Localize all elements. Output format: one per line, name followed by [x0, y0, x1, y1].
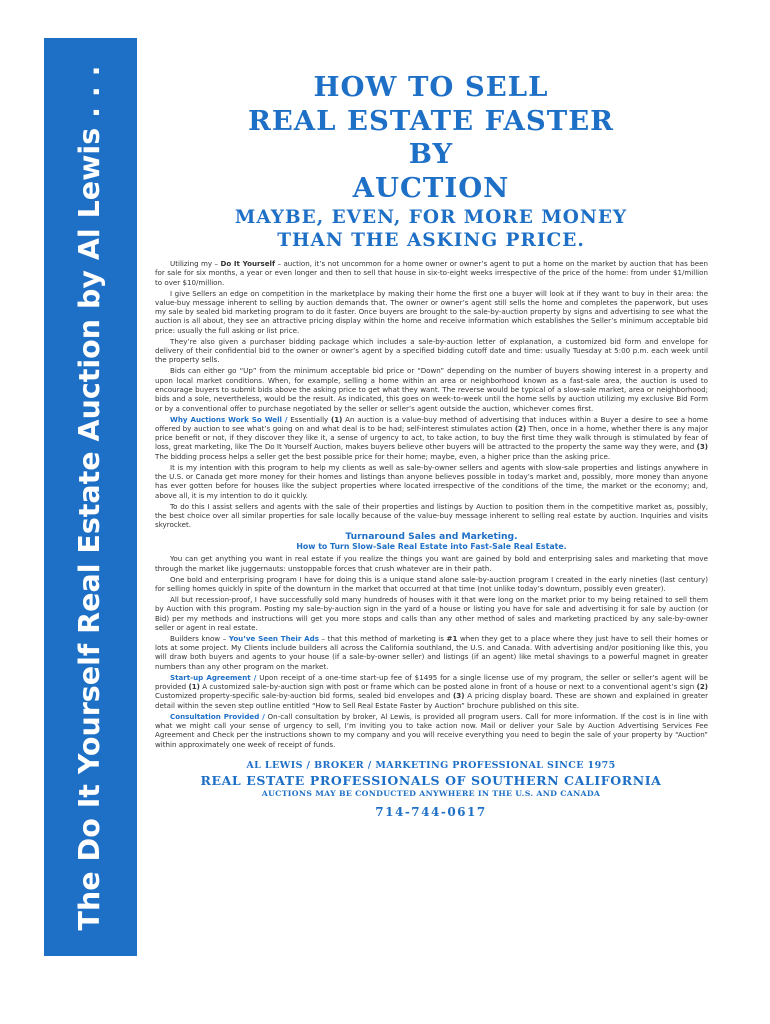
emphasis-text: You’ve Seen Their Ads [228, 633, 319, 643]
list-number: (3) [453, 691, 465, 701]
paragraph-why-auctions [155, 415, 708, 461]
text-run: Builders know – [170, 633, 229, 643]
paragraph: I give Sellers an edge on competition in the marketplace by making their home the first one a buyer will look at if they want to buy in their area: the value-buy message inherent to selling by auction demands that. The owner or owner’s agent still sells the home and completes the paperwork, but uses my sale by sealed bid marketing program to do it faster. Once buyers are brought to the sale-by-auction property by signs and advertising to see what the auction is all about, they see an attractive pricing display within the home and receive information which establishes the Seller’s minimum acceptable bid price: usually the full asking or list price. [155, 288, 708, 335]
text-run: An auction is a value-buy method of advertising that induces within a Buyer a desire to see a home offered by auction to see what’s going on and what deal is to be had; self-interest stimulates action [155, 414, 709, 433]
section-subtitle: How to Turn Slow-Sale Real Estate into Fast-Sale Real Estate. [296, 542, 567, 552]
section-title: Turnaround Sales and Marketing. [345, 531, 518, 543]
title-line: AUCTION [352, 171, 510, 204]
text-run: – auction, it’s not uncommon for a home owner or owner’s agent to put a home on the market by auction that has been for sale for six months, a year or even longer and then to sell that house in six-to-eight weeks irrespective of the price of the home: from under $1/million to over $10/million. [155, 259, 708, 287]
lead-in: Start-up Agreement / [170, 672, 257, 682]
subtitle-line: THAN THE ASKING PRICE. [277, 230, 585, 251]
list-number: (1) [188, 682, 200, 692]
text-run: A customized sale-by-auction sign with post or frame which can be posted alone in front of a house or next to a conventional agent’s sign [199, 682, 697, 692]
text-run: Essentially [287, 414, 331, 424]
text-run: A pricing display board. These are shown and explained in greater detail within the seven step outline entitled “How to Sell Real Estate Faster by Auction” brochure published on this site. [155, 691, 709, 710]
phone-number: 714-744-0617 [375, 804, 487, 819]
paragraph: To do this I assist sellers and agents with the sale of their properties and listings by Auction to position them in the competitive market as, possibly, the best choice over all similar properties for sale locally because of the value-buy message inherent to selling real estate by auction. Inquiries and visits skyrocket. [155, 501, 708, 530]
text-run: Customized property-specific sale-by-auction bid forms, sealed bid envelopes and [155, 691, 454, 701]
list-number: (1) [331, 414, 343, 424]
page-subtitle [137, 206, 725, 252]
list-number: (3) [696, 442, 708, 452]
page-title [137, 71, 725, 205]
paragraph: It is my intention with this program to help my clients as well as sale-by-owner sellers and agents with slow-sale properties and listings anywhere in the U.S. or Canada get more money for their homes and listings than anyone believes possible in today’s market and, possibly, more money than anyone has ever gotten before for houses like the subject properties where located irrespective of the conditions of the time, the market or the economy; and, above all, it is my intention to do it quickly. [155, 462, 708, 500]
text-run: Utilizing my – [170, 259, 221, 268]
paragraph: Bids can either go “Up” from the minimum acceptable bid price or “Down” depending on the number of buyers showing interest in a property and upon local market conditions. When, for example, selling a home within an area or neighborhood known as a fast-sale area, the auction is used to encourage buyers to submit bids above the asking price to get what they want. The reverse would be typical of a slow-sale market, area or neighborhood; bids and a sole, nevertheless, would be the result. As indicated, this goes on week-to-week until the home sells by auction utilizing my exclusive Bid Form or by a conventional offer to purchase negotiated by the seller or seller’s agent outside the auction, whichever comes first. [155, 366, 708, 413]
flyer-frame [44, 38, 725, 956]
emphasis-text: #1 [446, 633, 458, 643]
list-number: (2) [696, 682, 708, 692]
title-line: BY [408, 138, 454, 170]
content-panel [137, 38, 725, 956]
sidebar-band [44, 38, 137, 956]
subtitle-line: MAYBE, EVEN, FOR MORE MONEY [234, 207, 628, 228]
title-line: HOW TO SELL [313, 71, 549, 103]
text-run: – that this method of marketing is [318, 633, 447, 643]
text-run: Upon receipt of a one-time start-up fee of $1495 for a single license use of my program, the seller or seller’s agent will be provided [155, 672, 708, 692]
paragraph: One bold and enterprising program I have for doing this is a unique stand alone sale-by-auction program I created in the early nineties (last century) for selling homes quickly in spite of the downturn in the market that occurred at that time (not unlike today’s downturn, possibly even greater). [155, 574, 708, 594]
paragraph-builders [155, 634, 708, 671]
text-run: when they get to a place where they just have to sell their homes or lots at some project. My Clients include builders all across the California southland, the U.S. and Canada. With advertising and/or positioning like this, you will draw both buyers and agents to your house (if a sale-by-owner seller) and listings (if an agent) like metal shavings to a powerful magnet in greater numbers than any other program on the market. [155, 633, 709, 671]
contact-footer [137, 759, 725, 822]
paragraph-consultation [155, 712, 708, 749]
title-line: REAL ESTATE FASTER [247, 104, 615, 137]
sidebar-title: The Do It Yourself Real Estate Auction by Al Lewis . . . [72, 65, 106, 931]
text-run: The bidding process helps a seller get the best possible price for their home; maybe, even, a higher price than the asking price. [155, 451, 611, 461]
paragraph: They’re also given a purchaser bidding package which includes a sale-by-auction letter of explanation, a customized bid form and envelope for delivery of their confidential bid to the owner or owner’s agent by a specified bidding cutoff date and time: usually Tuesday at 5:00 p.m. each week until the property sells. [155, 336, 708, 365]
lead-in: Consultation Provided / [170, 711, 265, 721]
paragraph-intro [155, 259, 708, 287]
company-name: REAL ESTATE PROFESSIONALS OF SOUTHERN CALIFORNIA [200, 772, 662, 788]
lead-in: Why Auctions Work So Well / [170, 414, 288, 424]
coverage-line: AUCTIONS MAY BE CONDUCTED ANYWHERE IN THE U.S. AND CANADA [261, 788, 601, 798]
list-number: (2) [514, 423, 527, 433]
text-run: Then, once in a home, whether there is any major price benefit or not, if they discover they like it, a sense of urgency to act, to take action, to buy the first time they walk through is stimulated by fear of loss, great marketing, like The Do It Yourself Auction, makes buyers believe other buyers will be attracted to the property the same way they were, and [155, 423, 709, 452]
broker-line: AL LEWIS / BROKER / MARKETING PROFESSIONAL SINCE 1975 [246, 759, 616, 771]
emphasis-text: Do It Yourself [220, 259, 276, 268]
text-run: On-call consultation by broker, Al Lewis, is provided all program users. Call for more information. If the cost is in line with what we might call your sense of urgency to sell, I’m inviting you to take action now. Mail or deliver your Sale by Auction Advertising Services Fee Agreement and Check per the instructions shown to my company and you will receive everything you need to begin the sale of your property by “Auction” within approximately one week of receipt of funds. [155, 711, 708, 749]
article-body [155, 259, 708, 749]
paragraph: You can get anything you want in real estate if you realize the things you want are gained by bold and enterprising sales and marketing that move through the market like juggernauts: unstoppable forces that crush whatever are in their path. [155, 554, 708, 573]
paragraph: All but recession-proof, I have successfully sold many hundreds of houses with it that were long on the market prior to my being retained to sell them by Auction with this program. Posting my sale-by-auction sign in the yard of a house or listing you have for sale and advertising it for sale by auction (or Bid) per my methods and instructions will get you more stops and calls than any other method of sales and marketing practiced by any sale-by-owner seller or agent in real estate. [155, 595, 708, 632]
paragraph-startup [155, 673, 708, 710]
